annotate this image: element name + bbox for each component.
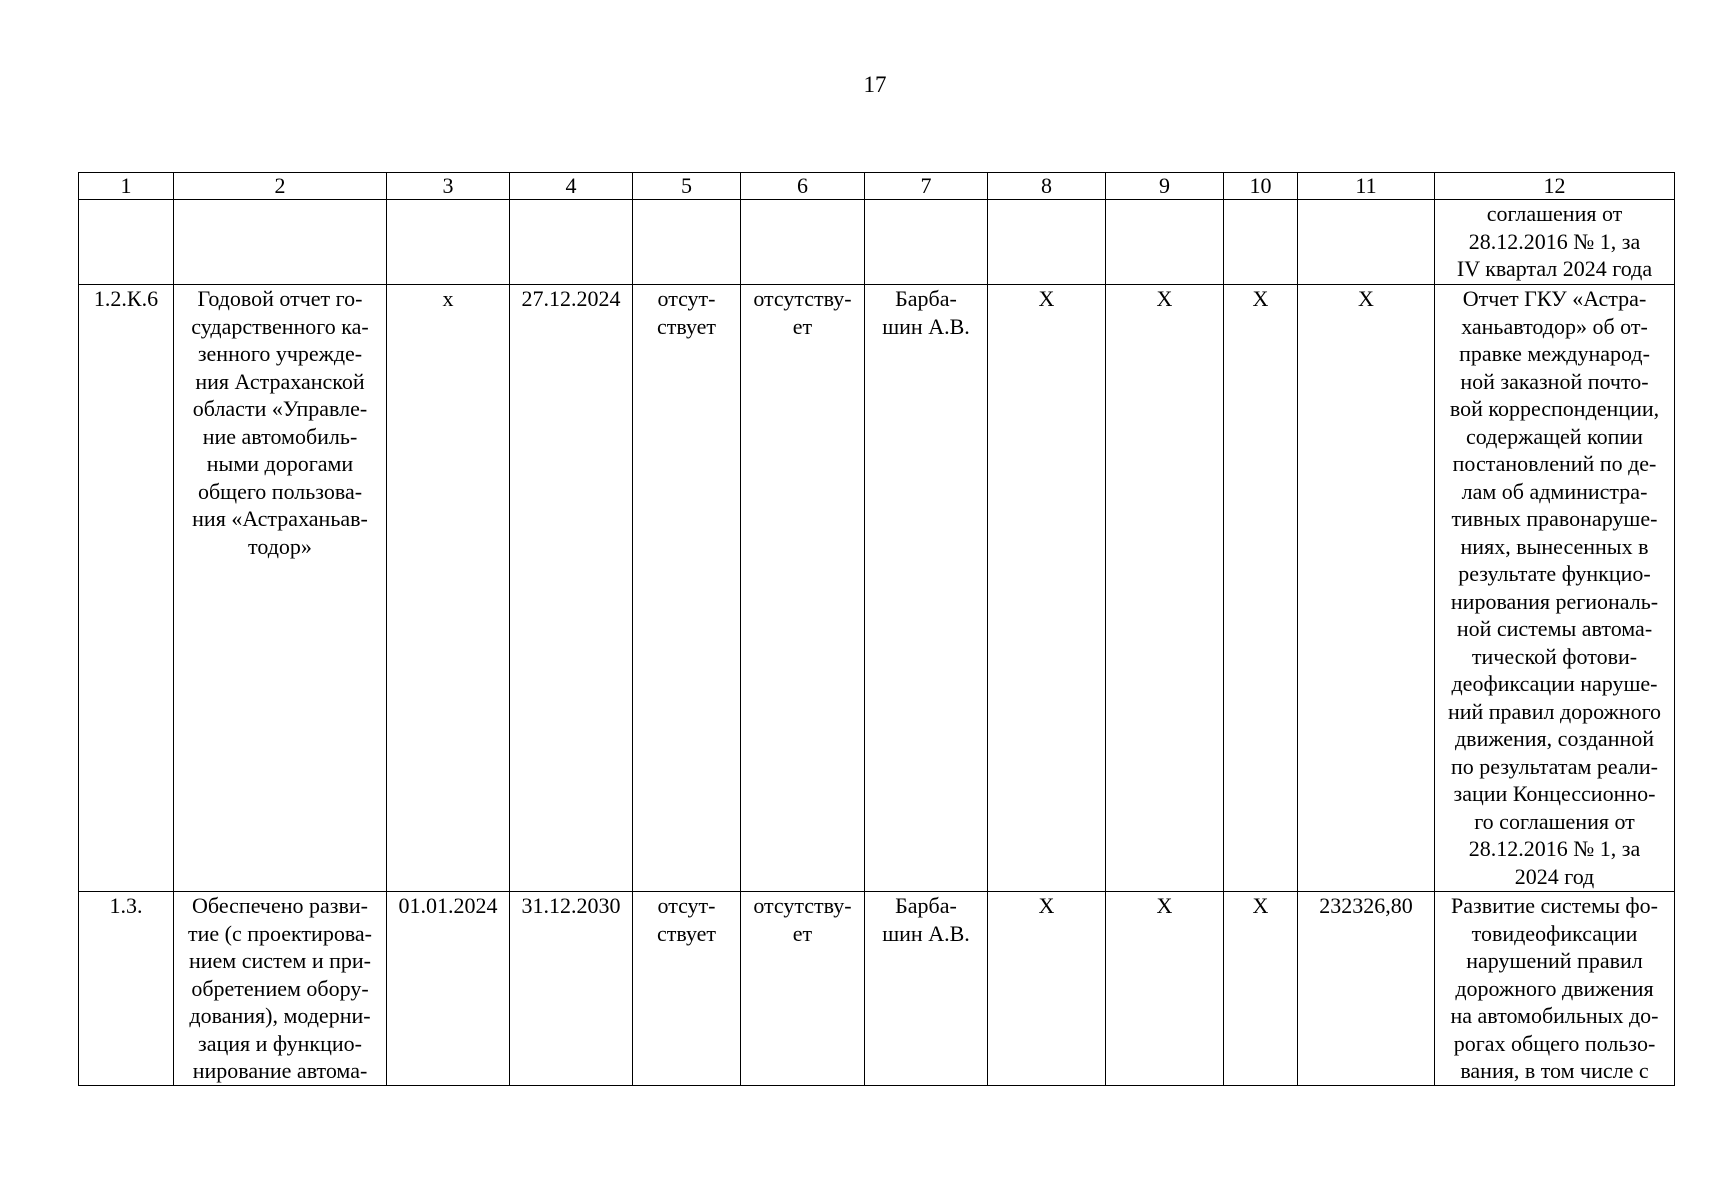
col-header-5: 5: [633, 173, 741, 200]
cell-number: 1.3.: [79, 892, 174, 1086]
cell-col9: Х: [1106, 285, 1224, 892]
col-header-11: 11: [1298, 173, 1435, 200]
table-row-continuation: [79, 200, 1675, 285]
cell-responsible: Барба- шин А.В.: [865, 892, 988, 1086]
cell-col6: отсутству- ет: [741, 285, 865, 892]
col-header-1: 1: [79, 173, 174, 200]
cell-result-description: соглашения от 28.12.2016 № 1, за IV квартал 2024 года: [1435, 200, 1675, 285]
col-header-7: 7: [865, 173, 988, 200]
table-row-1-2-k6: [79, 285, 1675, 892]
cell-end-date: 27.12.2024: [510, 285, 633, 892]
cell-empty: [988, 200, 1106, 285]
col-header-4: 4: [510, 173, 633, 200]
cell-responsible: Барба- шин А.В.: [865, 285, 988, 892]
plan-table: [78, 172, 1675, 1086]
cell-start-date: х: [387, 285, 510, 892]
cell-result-description: Отчет ГКУ «Астра- ханьавтодор» об от- правке международ- ной заказной почто- вой корреспонденции, содержащей копии постановлений по де- лам об администра- тивных правонаруше- ниях, вынесенных в результате функцио- нирования региональ- ной системы автома- тической фотови- деофиксации наруше- ний правил дорожного движения, созданной по результатам реали- зации Концессионно- го соглашения от 28.12.2016 № 1, за 2024 год: [1435, 285, 1675, 892]
cell-empty: [633, 200, 741, 285]
cell-empty: [1106, 200, 1224, 285]
col-header-8: 8: [988, 173, 1106, 200]
cell-amount: 232326,80: [1298, 892, 1435, 1086]
cell-empty: [79, 200, 174, 285]
cell-col10: Х: [1224, 892, 1298, 1086]
col-header-9: 9: [1106, 173, 1224, 200]
cell-empty: [387, 200, 510, 285]
cell-col6: отсутству- ет: [741, 892, 865, 1086]
col-header-2: 2: [174, 173, 387, 200]
cell-col9: Х: [1106, 892, 1224, 1086]
cell-col8: Х: [988, 892, 1106, 1086]
cell-col11: Х: [1298, 285, 1435, 892]
header-row: [79, 173, 1675, 200]
col-header-10: 10: [1224, 173, 1298, 200]
cell-empty: [741, 200, 865, 285]
cell-end-date: 31.12.2030: [510, 892, 633, 1086]
cell-start-date: 01.01.2024: [387, 892, 510, 1086]
cell-col5: отсут- ствует: [633, 285, 741, 892]
cell-result-description: Развитие системы фо- товидеофиксации нарушений правил дорожного движения на автомобильных до- рогах общего пользо- вания, в том числе с: [1435, 892, 1675, 1086]
col-header-12: 12: [1435, 173, 1675, 200]
cell-empty: [1224, 200, 1298, 285]
col-header-6: 6: [741, 173, 865, 200]
page-number: 17: [863, 72, 887, 97]
cell-empty: [510, 200, 633, 285]
cell-event-name: Годовой отчет го- сударственного ка- зенного учрежде- ния Астраханской области «Управле- ние автомобиль- ными дорогами общего пользова- ния «Астраханьав- тодор»: [174, 285, 387, 892]
cell-empty: [1298, 200, 1435, 285]
cell-empty: [865, 200, 988, 285]
cell-event-name: Обеспечено разви- тие (с проектирова- нием систем и при- обретением обору- дования), модерни- зация и функцио- нирование автома-: [174, 892, 387, 1086]
cell-col10: Х: [1224, 285, 1298, 892]
cell-col8: Х: [988, 285, 1106, 892]
cell-number: 1.2.К.6: [79, 285, 174, 892]
col-header-3: 3: [387, 173, 510, 200]
cell-empty: [174, 200, 387, 285]
table-row-1-3: [79, 892, 1675, 1086]
cell-col5: отсут- ствует: [633, 892, 741, 1086]
